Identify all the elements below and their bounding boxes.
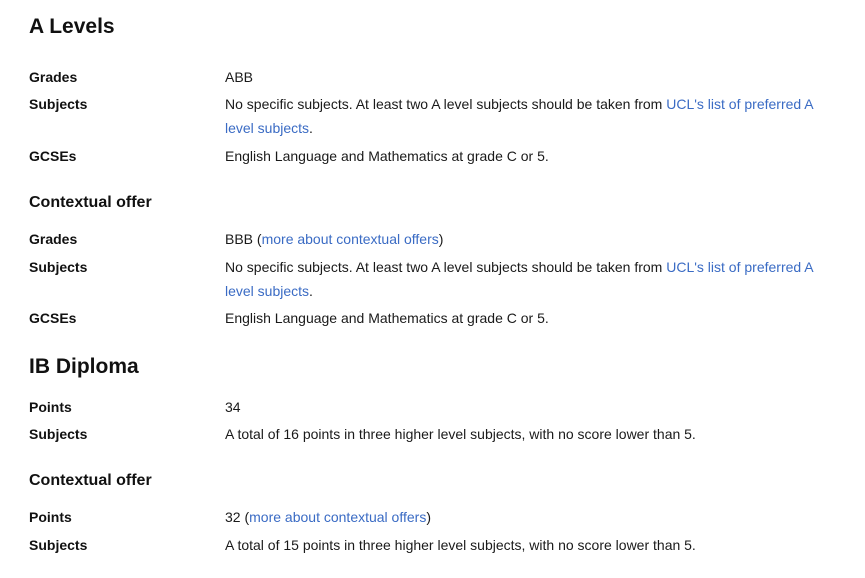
subjects-text: No specific subjects. At least two A level subjects should be taken from	[225, 96, 667, 112]
subjects-value	[225, 92, 825, 140]
subjects-label: Subjects	[29, 537, 88, 553]
points-label: Points	[29, 509, 72, 525]
paren-close: )	[426, 509, 431, 525]
subjects-label: Subjects	[29, 259, 88, 275]
preferred-subjects-link[interactable]: UCL's list of preferred A level subjects	[225, 259, 813, 299]
subjects-label: Subjects	[29, 96, 88, 112]
subjects-value: A total of 15 points in three higher level subjects, with no score lower than 5.	[225, 537, 696, 553]
contextual-points-value	[225, 505, 825, 529]
a-levels-heading: A Levels	[29, 15, 115, 38]
a-levels-contextual-heading: Contextual offer	[29, 194, 152, 211]
contextual-grades-value	[225, 227, 825, 251]
grades-label: Grades	[29, 69, 78, 85]
gcses-label: GCSEs	[29, 148, 77, 164]
subjects-value	[225, 255, 825, 303]
gcses-value: English Language and Mathematics at grade C or 5.	[225, 310, 549, 326]
ib-contextual-heading: Contextual offer	[29, 472, 152, 489]
subjects-label: Subjects	[29, 426, 88, 442]
gcses-label: GCSEs	[29, 310, 77, 326]
points-value: 34	[225, 399, 241, 415]
ib-diploma-heading: IB Diploma	[29, 355, 139, 378]
subjects-text: No specific subjects. At least two A level subjects should be taken from	[225, 259, 667, 275]
preferred-subjects-link[interactable]: UCL's list of preferred A level subjects	[225, 96, 813, 136]
points-label: Points	[29, 399, 72, 415]
subjects-end: .	[309, 120, 313, 136]
grades-value: ABB	[225, 69, 254, 85]
contextual-offers-link[interactable]: more about contextual offers	[249, 509, 427, 525]
contextual-offers-link[interactable]: more about contextual offers	[261, 231, 439, 247]
subjects-value: A total of 16 points in three higher level subjects, with no score lower than 5.	[225, 426, 696, 442]
points-value: 32	[225, 509, 241, 525]
subjects-end: .	[309, 283, 313, 299]
paren-open: (	[240, 509, 250, 525]
grades-value: BBB	[225, 231, 254, 247]
gcses-value: English Language and Mathematics at grade C or 5.	[225, 148, 549, 164]
paren-close: )	[438, 231, 444, 247]
paren-open: (	[253, 231, 262, 247]
grades-label: Grades	[29, 231, 78, 247]
